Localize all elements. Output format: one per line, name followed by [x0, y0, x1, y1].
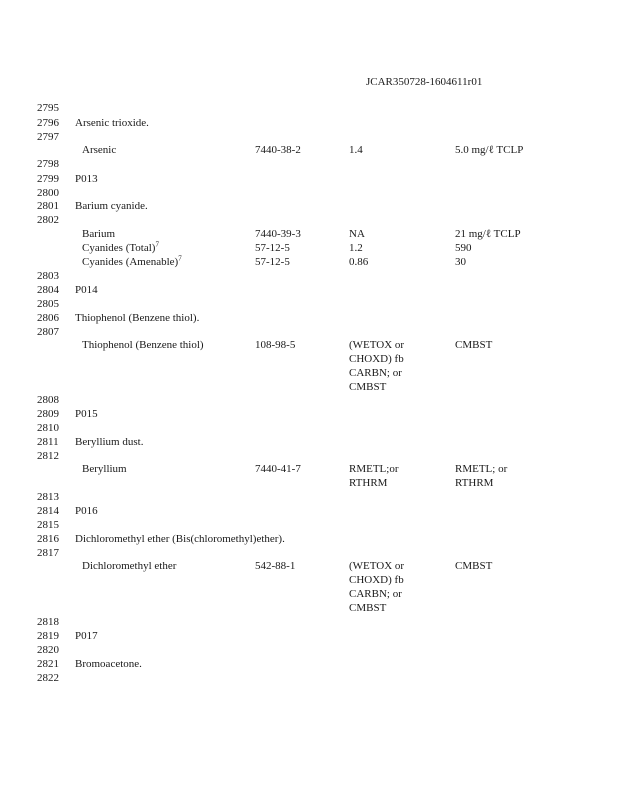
line-number: 2816 — [37, 533, 59, 545]
cas-number: 57-12-5 — [255, 256, 290, 268]
line-number: 2797 — [37, 131, 59, 143]
cas-number: 7440-39-3 — [255, 228, 301, 240]
document-line — [0, 421, 621, 435]
wastewater-standard: 0.86 — [349, 256, 369, 268]
line-number: 2819 — [37, 630, 59, 642]
document-line — [0, 449, 621, 463]
wastewater-standard: (WETOX or CHOXD) fb CARBN; or CMBST — [349, 560, 405, 614]
document-line — [0, 311, 621, 325]
line-number: 2796 — [37, 117, 59, 129]
waste-heading: Dichloromethyl ether (Bis(chloromethyl)ether). — [75, 533, 285, 545]
document-line — [0, 297, 621, 311]
footnote-ref: 7 — [178, 254, 182, 263]
waste-heading: P015 — [75, 408, 98, 420]
document-line — [0, 283, 621, 297]
document-line — [0, 393, 621, 407]
constituent-name: Beryllium — [82, 463, 127, 475]
table-row — [0, 227, 621, 241]
nonwastewater-standard: 30 — [455, 256, 466, 268]
table-row — [0, 462, 621, 489]
line-number: 2812 — [37, 450, 59, 462]
document-line — [0, 269, 621, 283]
constituent-name: Barium — [82, 228, 115, 240]
waste-heading: Beryllium dust. — [75, 436, 144, 448]
table-row — [0, 255, 621, 269]
line-number: 2815 — [37, 519, 59, 531]
document-line — [0, 532, 621, 546]
document-line — [0, 172, 621, 186]
document-line — [0, 518, 621, 532]
cas-number: 7440-38-2 — [255, 144, 301, 156]
wastewater-standard: NA — [349, 228, 365, 240]
line-number: 2807 — [37, 326, 59, 338]
line-number: 2822 — [37, 672, 59, 684]
line-number: 2795 — [37, 102, 59, 114]
waste-heading: Bromoacetone. — [75, 658, 142, 670]
waste-heading: Thiophenol (Benzene thiol). — [75, 312, 200, 324]
document-line — [0, 116, 621, 130]
document-line — [0, 130, 621, 144]
document-line — [0, 643, 621, 657]
cas-number: 57-12-5 — [255, 242, 290, 254]
document-line — [0, 546, 621, 560]
line-number: 2805 — [37, 298, 59, 310]
line-number: 2811 — [37, 436, 59, 448]
document-line — [0, 490, 621, 504]
waste-heading: P016 — [75, 505, 98, 517]
wastewater-standard: 1.4 — [349, 144, 363, 156]
line-number: 2821 — [37, 658, 59, 670]
nonwastewater-standard: 21 mg/ℓ TCLP — [455, 228, 521, 240]
cas-number: 7440-41-7 — [255, 463, 301, 475]
waste-heading: Arsenic trioxide. — [75, 117, 149, 129]
document-line — [0, 504, 621, 518]
line-number: 2798 — [37, 158, 59, 170]
table-row — [0, 559, 621, 614]
line-number: 2806 — [37, 312, 59, 324]
document-line — [0, 157, 621, 171]
wastewater-standard: (WETOX or CHOXD) fb CARBN; or CMBST — [349, 339, 405, 393]
table-row — [0, 338, 621, 393]
document-line — [0, 671, 621, 685]
constituent-name: Arsenic — [82, 144, 117, 156]
line-number: 2801 — [37, 200, 59, 212]
line-number: 2808 — [37, 394, 59, 406]
nonwastewater-standard: 5.0 mg/ℓ TCLP — [455, 144, 524, 156]
document-line — [0, 213, 621, 227]
waste-heading: P013 — [75, 173, 98, 185]
waste-heading: P014 — [75, 284, 98, 296]
document-id: JCAR350728-1604611r01 — [366, 76, 483, 88]
nonwastewater-standard: CMBST — [455, 339, 493, 351]
waste-heading: P017 — [75, 630, 98, 642]
footnote-ref: 7 — [155, 240, 159, 249]
constituent-name: Dichloromethyl ether — [82, 560, 177, 572]
line-number: 2820 — [37, 644, 59, 656]
document-line — [0, 199, 621, 213]
constituent-name: Cyanides (Total)$^7$ — [82, 240, 159, 254]
nonwastewater-standard: RMETL; or RTHRM — [455, 463, 508, 489]
document-line — [0, 407, 621, 421]
line-number: 2803 — [37, 270, 59, 282]
cas-number: 108-98-5 — [255, 339, 296, 351]
document-line — [0, 186, 621, 200]
nonwastewater-standard: CMBST — [455, 560, 493, 572]
document-line — [0, 325, 621, 339]
document-line — [0, 615, 621, 629]
line-number: 2814 — [37, 505, 59, 517]
wastewater-standard: 1.2 — [349, 242, 363, 254]
line-number: 2818 — [37, 616, 59, 628]
table-row — [0, 241, 621, 255]
document-line — [0, 435, 621, 449]
line-number: 2804 — [37, 284, 59, 296]
table-row — [0, 143, 621, 157]
cas-number: 542-88-1 — [255, 560, 296, 572]
line-number: 2809 — [37, 408, 59, 420]
line-number: 2802 — [37, 214, 59, 226]
waste-heading: Barium cyanide. — [75, 200, 148, 212]
document-line — [0, 101, 621, 115]
constituent-name: Cyanides (Amenable)$^7$ — [82, 254, 182, 268]
line-number: 2799 — [37, 173, 59, 185]
line-number: 2800 — [37, 187, 59, 199]
line-number: 2810 — [37, 422, 59, 434]
line-number: 2813 — [37, 491, 59, 503]
document-line — [0, 629, 621, 643]
nonwastewater-standard: 590 — [455, 242, 472, 254]
constituent-name: Thiophenol (Benzene thiol) — [82, 339, 204, 351]
line-number: 2817 — [37, 547, 59, 559]
document-line — [0, 657, 621, 671]
wastewater-standard: RMETL;or RTHRM — [349, 463, 399, 489]
